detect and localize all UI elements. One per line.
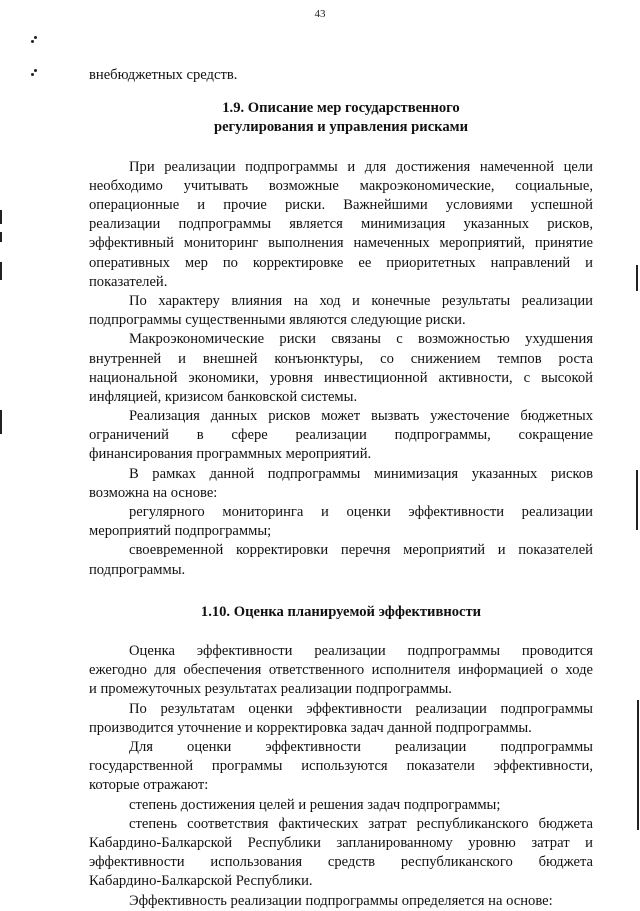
text-line: регулярного мониторинга и оценки эффективности реализации — [129, 504, 593, 521]
text-line: инфляцией, кризисом банковской системы. — [89, 388, 358, 405]
text-line: ограничений в сфере реализации подпрограммы, сокращение — [89, 427, 593, 444]
text-line: своевременной корректировки перечня мероприятий и показателей — [129, 542, 593, 559]
text-line: Макроэкономические риски связаны с возможностью ухудшения — [129, 331, 593, 348]
text-line: Кабардино-Балкарской Республики запланированному уровню затрат и — [89, 834, 593, 851]
text-line: возможна на основе: — [89, 484, 218, 501]
scan-mark — [0, 410, 2, 434]
spacer — [89, 138, 593, 158]
text-line: Эффективность реализации подпрограммы определяется на основе: — [129, 892, 553, 909]
scan-mark — [34, 69, 37, 72]
text-line: производится уточнение и корректировка задач данной подпрограммы. — [89, 719, 532, 736]
text-line: ежегодно для обеспечения ответственного исполнителя информацией о ходе — [89, 662, 593, 679]
text-line: Кабардино-Балкарской Республики. — [89, 873, 313, 890]
scan-mark — [636, 265, 638, 291]
scan-mark — [0, 232, 2, 242]
text-line: и промежуточных результатах реализации подпрограммы. — [89, 681, 452, 698]
section-heading-1-10: 1.10. Оценка планируемой эффективности — [200, 603, 482, 620]
scan-mark — [0, 210, 2, 224]
text-line: внутренней и внешней конъюнктуры, со снижением темпов роста — [89, 350, 593, 367]
section-heading-1-9-line-1: 1.9. Описание мер государственного — [222, 100, 460, 117]
scan-mark — [637, 700, 639, 830]
scan-mark — [0, 262, 2, 280]
section-1-10-body — [89, 642, 593, 911]
text-line: финансирования программных мероприятий. — [89, 446, 372, 463]
text-line: По результатам оценки эффективности реализации подпрограммы — [129, 700, 593, 717]
text-line: государственной программы используются показатели эффективности, — [89, 758, 593, 775]
text-line: которые отражают: — [89, 777, 209, 794]
page-number: 43 — [314, 8, 326, 20]
section-heading-1-9-line-2: регулирования и управления рисками — [213, 119, 469, 136]
document-body — [89, 66, 593, 911]
text-line: оперативных мер по корректировке ее приоритетных направлений и — [89, 254, 593, 271]
text-line: эффективный мониторинг выполнения намеченных мероприятий, принятие — [89, 235, 593, 252]
text-line: подпрограммы. — [89, 561, 186, 578]
text-line: реализации подпрограммы является минимизация указанных рисков, — [89, 216, 593, 233]
text-line: национальной экономики, уровня инвестиционной активности, с высокой — [89, 369, 593, 386]
section-1-9-body — [89, 158, 593, 580]
text-line: мероприятий подпрограммы; — [89, 523, 272, 540]
spacer — [89, 580, 593, 603]
text-line: Оценка эффективности реализации подпрограммы проводится — [129, 643, 593, 660]
text-line: эффективности использования средств республиканского бюджета — [89, 854, 593, 871]
scan-mark — [34, 36, 37, 39]
scan-mark — [636, 470, 638, 530]
text-line: Реализация данных рисков может вызвать ужесточение бюджетных — [129, 408, 593, 425]
text-line: В рамках данной подпрограммы минимизация указанных рисков — [129, 465, 593, 482]
text-line: По характеру влияния на ход и конечные результаты реализации — [129, 292, 593, 309]
text-line: степень достижения целей и решения задач подпрограммы; — [129, 796, 501, 813]
text-line: Для оценки эффективности реализации подпрограммы — [129, 739, 593, 756]
continuation-text: внебюджетных средств. — [89, 67, 238, 83]
text-line: При реализации подпрограммы и для достижения намеченной цели — [129, 158, 593, 175]
text-line: показателей. — [89, 273, 168, 290]
text-line: необходимо учитывать возможные макроэкономические, социальные, — [89, 177, 593, 194]
text-line: степень соответствия фактических затрат республиканского бюджета — [129, 815, 593, 832]
scan-mark — [31, 73, 34, 76]
scan-mark — [31, 40, 34, 43]
spacer — [89, 622, 593, 642]
text-line: подпрограммы существенными являются следующие риски. — [89, 312, 466, 329]
text-line: операционные и прочие риски. Важнейшими условиями успешной — [89, 196, 593, 213]
spacer — [89, 85, 593, 99]
